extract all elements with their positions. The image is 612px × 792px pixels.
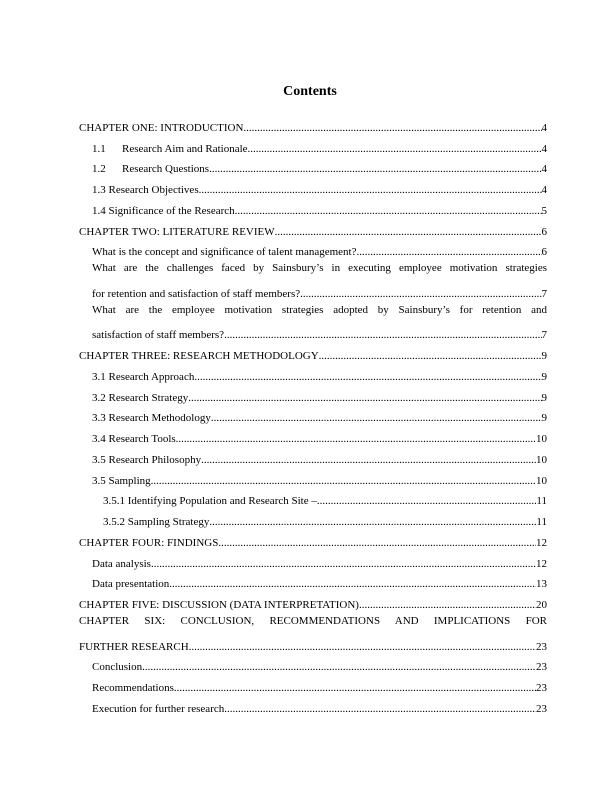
toc-leader-dots (235, 205, 542, 217)
toc-entry-text: 3.5.1 Identifying Population and Research Site – (103, 495, 317, 508)
toc-entry-text: 1.3 Research Objectives (92, 184, 199, 196)
toc-entry-chapter-three[interactable] (79, 341, 547, 362)
toc-entry-text: satisfaction of staff members? (92, 329, 225, 342)
toc-entry-1-2[interactable] (79, 155, 547, 176)
toc-entry-further-research[interactable] (79, 694, 547, 715)
toc-page-number: 23 (536, 702, 547, 715)
toc-entry-3-5-2[interactable] (79, 507, 547, 528)
toc-page-number: 4 (541, 142, 547, 155)
toc-page-number: 4 (541, 163, 547, 176)
toc-page-number: 10 (536, 433, 547, 445)
toc-entry-text: 3.1 Research Approach (92, 370, 195, 383)
toc-entry-3-5-1[interactable] (79, 487, 547, 508)
toc-leader-dots (211, 412, 542, 424)
toc-entry-recommendations[interactable] (79, 673, 547, 694)
toc-page-number: 9 (541, 412, 547, 425)
toc-leader-dots (357, 246, 542, 258)
toc-leader-dots (189, 641, 536, 653)
toc-entry-text: CHAPTER TWO: LITERATURE REVIEW (79, 225, 275, 238)
toc-entry-text: 3.5.2 Sampling Strategy (103, 516, 210, 528)
toc-page-number: 11 (536, 495, 547, 508)
toc-entry-text: CHAPTER THREE: RESEARCH METHODOLOGY (79, 350, 319, 362)
toc-leader-dots (174, 682, 536, 694)
toc-page-number: 10 (536, 474, 547, 487)
toc-entry-text: 3.5 Sampling (92, 474, 151, 487)
toc-entry-number: 1.1 (92, 142, 106, 155)
toc-leader-dots (218, 537, 536, 549)
toc-entry-3-1[interactable] (79, 362, 547, 383)
toc-page-number: 4 (541, 121, 547, 134)
toc-page-number: 9 (541, 391, 547, 404)
toc-entry-1-4[interactable] (79, 196, 547, 217)
toc-entry-text: CHAPTER FIVE: DISCUSSION (DATA INTERPRETATION) (79, 599, 359, 611)
toc-leader-dots (151, 558, 536, 570)
toc-leader-dots (209, 516, 536, 528)
toc-leader-dots (142, 661, 536, 673)
toc-entry-text: Research Questions (122, 163, 210, 176)
toc-page-number: 5 (541, 204, 547, 217)
toc-entry-text: 1.4 Significance of the Research (92, 204, 235, 217)
toc-entry-chapter-two[interactable] (79, 217, 547, 238)
toc-entry-3-5-sampling[interactable] (79, 466, 547, 487)
toc-entry-text: 3.2 Research Strategy (92, 391, 189, 404)
toc-page-number: 6 (541, 225, 547, 238)
toc-leader-dots (317, 495, 537, 507)
toc-entry-1-1[interactable] (79, 134, 547, 155)
toc-entry-conclusion[interactable] (79, 653, 547, 674)
toc-page-number: 6 (541, 246, 547, 259)
toc-leader-dots (201, 454, 536, 466)
toc-entry-data-analysis[interactable] (79, 549, 547, 570)
toc-leader-dots (188, 392, 541, 404)
toc-leader-dots (319, 350, 542, 362)
toc-leader-dots (359, 599, 536, 611)
toc-leader-dots (224, 703, 536, 715)
toc-page-number: 4 (541, 184, 547, 196)
toc-page-number: 23 (536, 640, 547, 653)
toc-entry-text: Data analysis (92, 557, 151, 570)
toc-entry-3-5-philosophy[interactable] (79, 445, 547, 466)
contents-heading: Contents (283, 84, 337, 99)
toc-entry-text: Research Aim and Rationale (122, 142, 248, 155)
toc-page-number: 12 (536, 557, 547, 570)
toc-entry-text: Conclusion (92, 661, 143, 674)
toc-entry-text: CHAPTER FOUR: FINDINGS (79, 536, 219, 549)
toc-leader-dots (194, 371, 541, 383)
toc-entry-3-4[interactable] (79, 424, 547, 445)
toc-page-number: 12 (536, 536, 547, 549)
toc-entry-number: 1.2 (92, 163, 106, 176)
toc-entry-3-2[interactable] (79, 383, 547, 404)
toc-entry-chapter-four[interactable] (79, 528, 547, 549)
toc-page-number: 13 (536, 578, 547, 591)
toc-entry-chapter-six[interactable] (79, 632, 547, 653)
table-of-contents (79, 113, 547, 715)
toc-entry-text: 3.5 Research Philosophy (92, 453, 202, 466)
toc-leader-dots (275, 226, 542, 238)
toc-entry-text: Recommendations (92, 682, 174, 694)
toc-leader-dots (199, 184, 542, 196)
toc-entry-strategies[interactable] (79, 321, 547, 342)
toc-entry-text: Execution for further research (92, 702, 225, 715)
toc-page-number: 9 (541, 350, 547, 362)
toc-page-number: 7 (541, 287, 547, 300)
toc-leader-dots (209, 163, 541, 175)
toc-entry-text: Data presentation (92, 578, 170, 591)
toc-entry-3-3[interactable] (79, 404, 547, 425)
toc-page-number: 23 (536, 682, 547, 694)
toc-page-number: 9 (541, 370, 547, 383)
toc-entry-1-3[interactable] (79, 175, 547, 196)
toc-page-number: 20 (536, 599, 547, 611)
toc-entry-data-presentation[interactable] (79, 570, 547, 591)
toc-entry-challenges[interactable] (79, 279, 547, 300)
toc-leader-dots (176, 433, 536, 445)
toc-entry-chapter-six-line1[interactable]: CHAPTER SIX: CONCLUSION, RECOMMENDATIONS AND IMPLICATIONS FOR (79, 615, 547, 627)
toc-entry-text: What is the concept and significance of talent management? (92, 246, 357, 259)
toc-leader-dots (151, 475, 536, 487)
toc-entry-text: 3.3 Research Methodology (92, 412, 211, 425)
toc-entry-text: FURTHER RESEARCH (79, 640, 189, 653)
toc-page-number: 23 (536, 661, 547, 674)
toc-leader-dots (248, 143, 542, 155)
toc-page-number: 11 (536, 516, 547, 528)
toc-entry-text: for retention and satisfaction of staff members? (92, 287, 301, 300)
toc-page-number: 10 (536, 453, 547, 466)
toc-entry-talent-management[interactable] (79, 238, 547, 259)
toc-leader-dots (300, 288, 541, 300)
toc-leader-dots (243, 122, 541, 134)
toc-entry-chapter-one[interactable] (79, 113, 547, 134)
toc-entry-chapter-five[interactable] (79, 590, 547, 611)
toc-leader-dots (224, 329, 541, 341)
toc-entry-text: CHAPTER ONE: INTRODUCTION (79, 121, 244, 134)
toc-entry-text: 3.4 Research Tools (92, 433, 176, 445)
toc-entry-challenges-line1[interactable]: What are the challenges faced by Sainsbury’s in executing employee motivation strategies (92, 262, 547, 275)
toc-page-number: 7 (541, 329, 547, 342)
toc-entry-strategies-line1[interactable]: What are the employee motivation strategies adopted by Sainsbury’s for retention and (92, 303, 547, 316)
toc-leader-dots (169, 578, 536, 590)
